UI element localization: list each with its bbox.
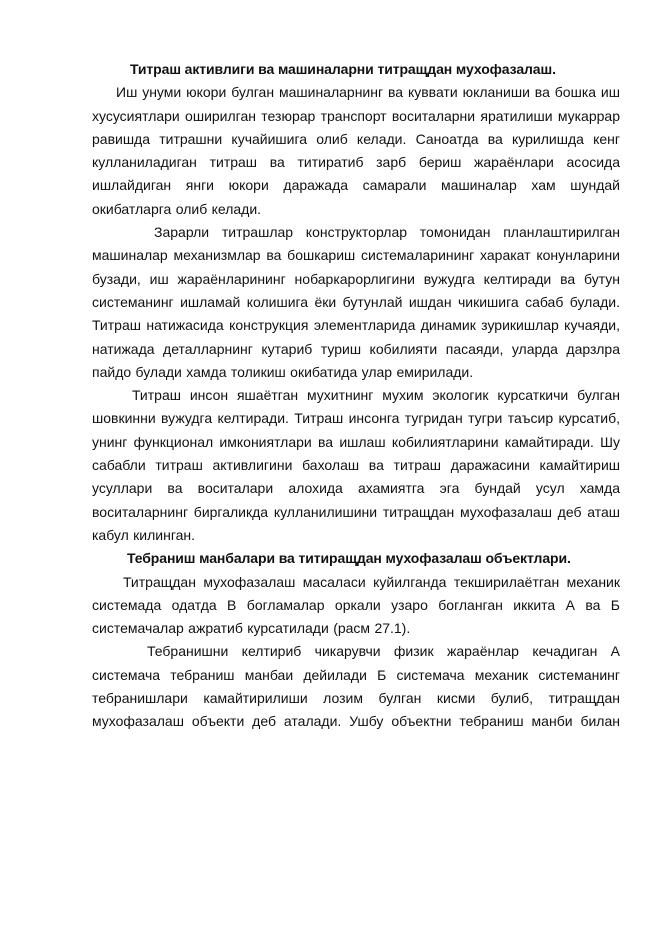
paragraph-vibration-source-definition: Тебранишни келтириб чикарувчи физик жараёнлар кечадиган А системача тебраниш манбаи дейилади Б системача механик системанинг тебранишлари камайтирилиши лозим булган кисми булиб, титращдан мухофазалаш объекти деб аталади. Ушбу объектни тебраниш манби билан <box>92 643 620 730</box>
paragraph-vibration-noise: Титраш инсон яшаётган мухитнинг мухим экологик курсаткичи булган шовкинни вужудга келтиради. Титраш инсонга тугридан тугри таъсир курсатиб, унинг функционал имкониятлари ва ишлаш кобилиятларини камайтиради. Шу сабабли титраш активлигини бахолаш ва титраш даражасини камайтириш усуллари ва воситалари алохида ахамиятга эга бундай усул хамда воситаларнинг биргаликда кулланилишини титращдан мухофазалаш деб аташ кабул килинган. <box>92 387 620 543</box>
section-heading-vibration-sources: Тебраниш манбалари ва титиращдан мухофазалаш объектлари. <box>127 550 571 567</box>
paragraph-machine-productivity: Иш унуми юкори булган машиналарнинг ва куввати юкланиши ва бошка иш хусусиятлари оширилган тезюрар транспорт воситаларни яратилиши мукаррар равишда титрашни кучайишига олиб келади. Саноатда ва курилишда кенг кулланиладиган титраш ва титиратиб зарб бериш жараёнлари асосида ишлайдиган янги юкори даражада самарали машиналар хам шундай окибатларга олиб келади. <box>92 84 620 217</box>
paragraph-harmful-vibrations: Зарарли титрашлар конструкторлар томонидан планлаштирилган машиналар механизмлар ва бошкариш системаларининг харакат конунларини бузади, иш жараёнларининг нобаркарорлигини вужудга келтиради ва бутун системанинг ишламай колишига ёки бутунлай ишдан чикишига сабаб булади. Титраш натижасида конструкция элементларида динамик зурикишлар кучаяди, натижада деталларнинг кутариб туриш кобилияти пасаяди, уларда дарзлра пайдо булади хамда толикиш окибатида улар емирилади. <box>92 224 620 380</box>
document-page <box>92 58 620 734</box>
section-heading-vibration-protection: Титраш активлиги ва машиналарни титращдан мухофазалаш. <box>130 61 556 77</box>
paragraph-protection-problem: Титращдан мухофазалаш масаласи куйилганда текширилаётган механик системада одатда В богламалар оркали узаро богланган иккита А ва Б системачалар ажратиб курсатилади (расм 27.1). <box>92 573 620 637</box>
